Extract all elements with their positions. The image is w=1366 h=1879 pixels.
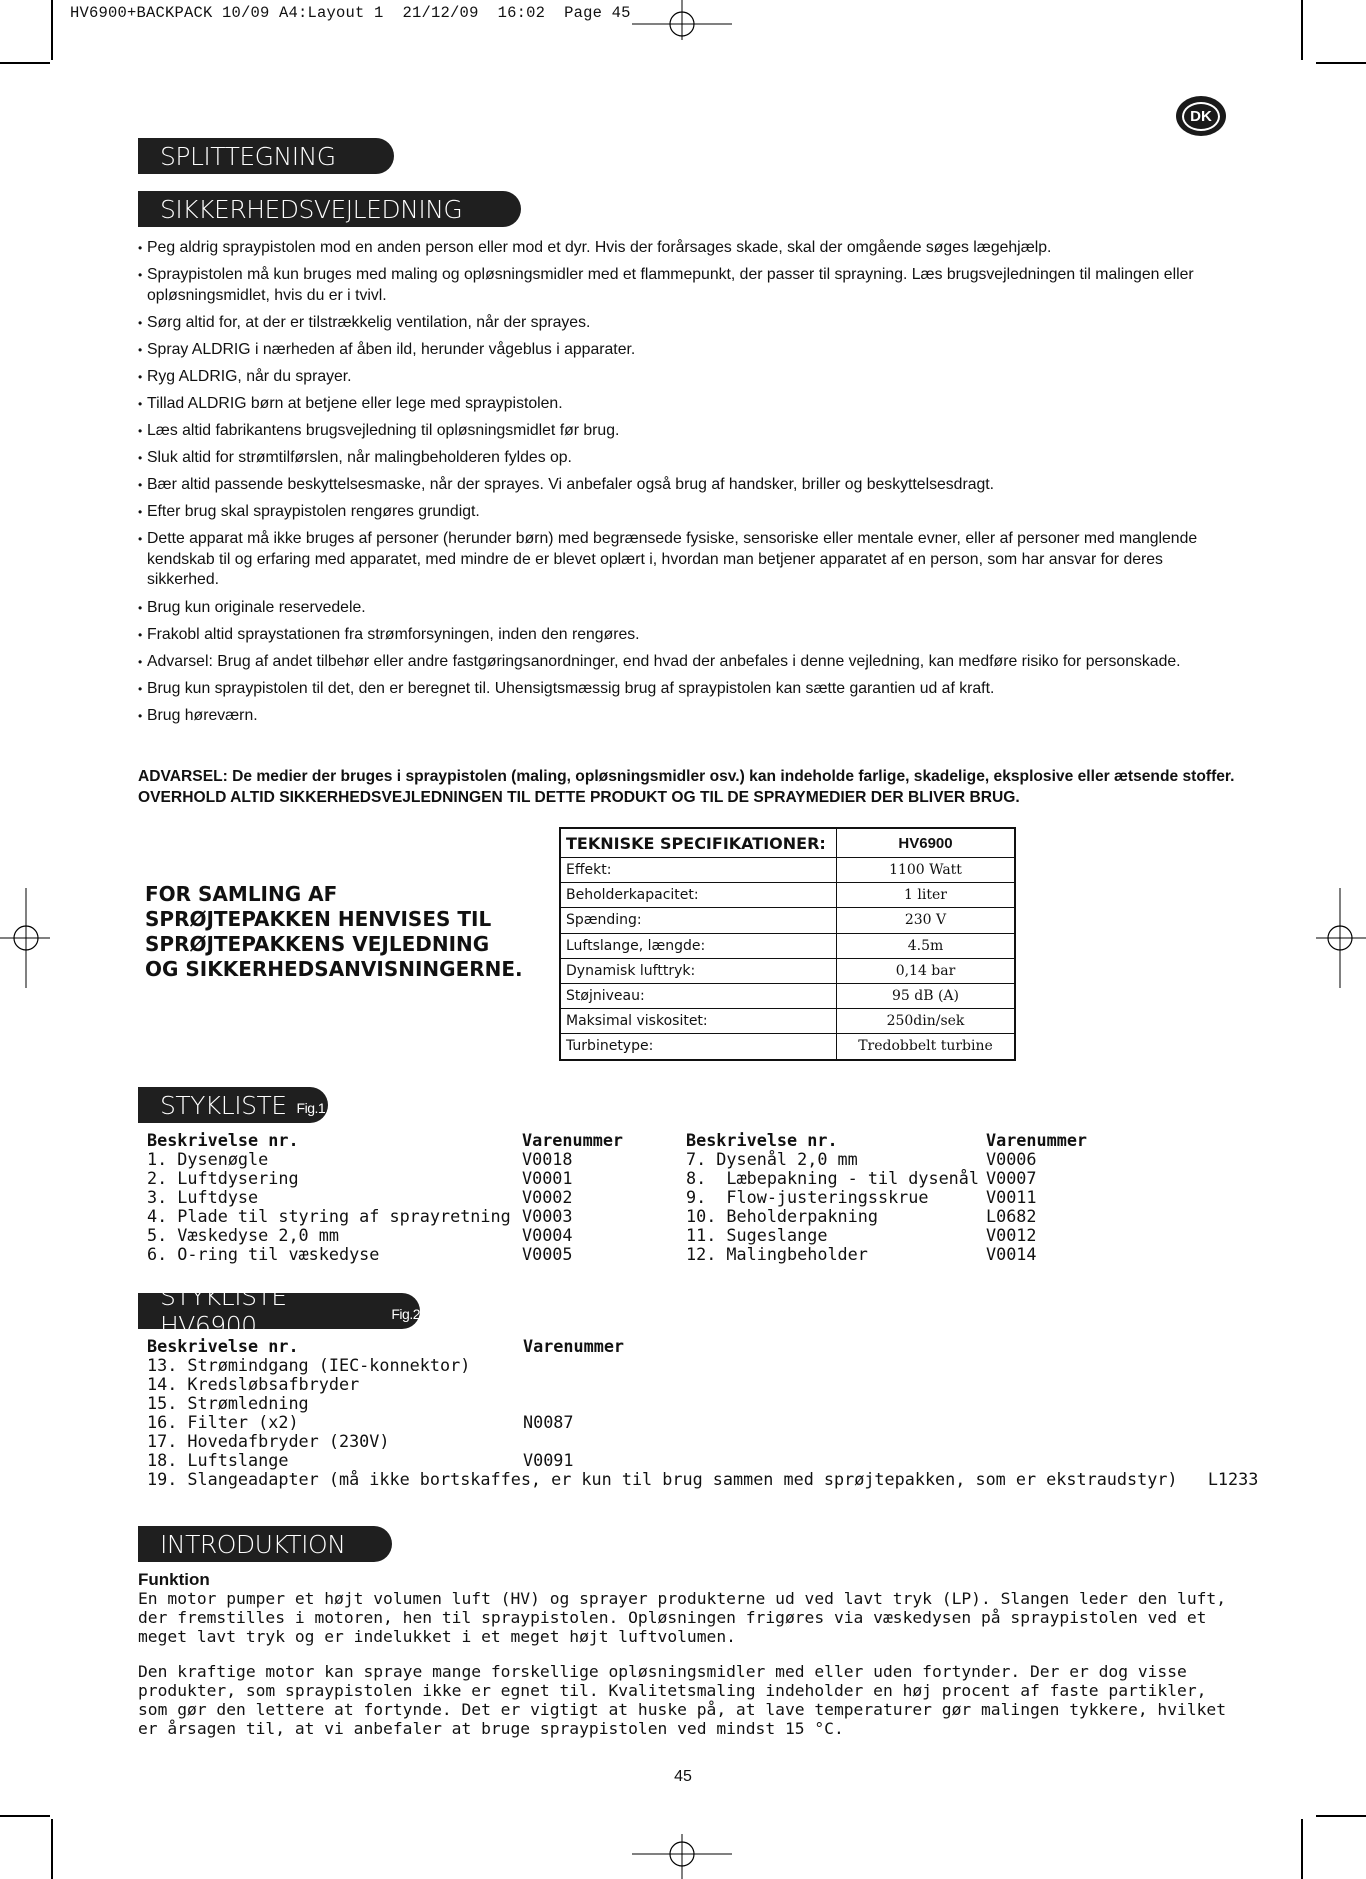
assembly-note: FOR SAMLING AF SPRØJTEPAKKEN HENVISES TIL SPRØJTEPAKKENS VEJLEDNING OG SIKKERHEDSANVISNINGERNE. bbox=[145, 882, 523, 981]
part-desc: 9. Flow-justeringsskrue bbox=[686, 1187, 929, 1207]
fig-label: Fig.1 bbox=[296, 1100, 326, 1116]
spec-label: Spænding: bbox=[560, 908, 837, 933]
list-item: • Brug kun originale reservedele. bbox=[138, 598, 1228, 619]
page-number: 45 bbox=[674, 1768, 692, 1785]
part-desc: 14. Kredsløbsafbryder bbox=[147, 1374, 360, 1394]
spec-label: Maksimal viskositet: bbox=[560, 1009, 837, 1034]
part-number: V0005 bbox=[522, 1244, 573, 1264]
part-desc: 12. Malingbeholder bbox=[686, 1244, 868, 1264]
crop-mark bbox=[0, 62, 50, 64]
part-number: N0087 bbox=[523, 1412, 574, 1432]
part-desc: 10. Beholderpakning bbox=[686, 1206, 878, 1226]
registration-mark-bottom bbox=[632, 1834, 732, 1879]
column-header: Varenummer bbox=[522, 1130, 624, 1150]
part-desc: 17. Hovedafbryder (230V) bbox=[147, 1431, 390, 1451]
spec-value: 4.5m bbox=[837, 933, 1016, 958]
crop-mark bbox=[1301, 0, 1303, 60]
table-row bbox=[560, 933, 1015, 958]
header-label: STYKLISTE HV6900 bbox=[160, 1282, 287, 1340]
section-header-sikkerhed bbox=[138, 191, 521, 227]
spec-header-label: TEKNISKE SPECIFIKATIONER: bbox=[560, 828, 837, 858]
fig-label: Fig.2 bbox=[391, 1306, 420, 1322]
spec-label: Luftslange, længde: bbox=[560, 933, 837, 958]
part-desc: 3. Luftdyse bbox=[147, 1187, 259, 1207]
list-item: • Ryg ALDRIG, når du sprayer. bbox=[138, 367, 1228, 388]
section-header-introduktion bbox=[138, 1526, 392, 1562]
list-item: • Brug kun spraypistolen til det, den er beregnet til. Uhensigtsmæssig brug af spraypistolen kan sætte garantien ud af kraft. bbox=[138, 679, 1228, 700]
part-desc: 16. Filter (x2) bbox=[147, 1412, 299, 1432]
crop-mark bbox=[1316, 1815, 1366, 1817]
spec-label: Dynamisk lufttryk: bbox=[560, 958, 837, 983]
column-header: Varenummer bbox=[523, 1336, 625, 1356]
crop-mark bbox=[51, 1819, 53, 1879]
table-row bbox=[560, 958, 1015, 983]
column-header: Beskrivelse nr. bbox=[147, 1336, 299, 1356]
spec-value: 230 V bbox=[837, 908, 1016, 933]
part-number: V0012 bbox=[986, 1225, 1037, 1245]
intro-subheading: Funktion bbox=[138, 1570, 210, 1589]
crop-mark bbox=[51, 0, 53, 60]
list-item: • Tillad ALDRIG børn at betjene eller lege med spraypistolen. bbox=[138, 394, 1228, 415]
part-number: V0006 bbox=[986, 1149, 1037, 1169]
spec-value: 1100 Watt bbox=[837, 858, 1016, 883]
list-item: • Advarsel: Brug af andet tilbehør eller andre fastgøringsanordninger, end hvad der anbefales i denne vejledning, kan medføre risiko for personskade. bbox=[138, 652, 1228, 673]
intro-paragraph: En motor pumper et højt volumen luft (HV) og sprayer produkterne ud ved lavt tryk (LP). Slangen leder den luft, der fremstilles i motoren, hen til spraypistolen. Opløsningen frigøres via væskedysen på spraypistolen ved et meget lavt tryk og er indelukket i et meget højt luftvolumen. bbox=[138, 1589, 1227, 1646]
part-number: V0002 bbox=[522, 1187, 573, 1207]
part-desc: 2. Luftdysering bbox=[147, 1168, 299, 1188]
part-desc: 11. Sugeslange bbox=[686, 1225, 828, 1245]
country-badge-label: DK bbox=[1182, 102, 1220, 131]
section-header-splittegning bbox=[138, 138, 394, 174]
crop-mark bbox=[1316, 62, 1366, 64]
spec-label: Støjniveau: bbox=[560, 983, 837, 1008]
spec-value: 0,14 bar bbox=[837, 958, 1016, 983]
part-desc: 7. Dysenål 2,0 mm bbox=[686, 1149, 858, 1169]
header-label: SIKKERHEDSVEJLEDNING bbox=[160, 194, 463, 224]
part-desc: 6. O-ring til væskedyse bbox=[147, 1244, 380, 1264]
list-item: • Brug høreværn. bbox=[138, 706, 1228, 727]
table-header-row bbox=[560, 828, 1015, 858]
part-desc: 4. Plade til styring af sprayretning bbox=[147, 1206, 511, 1226]
section-header-stykliste-hv6900 bbox=[138, 1282, 420, 1340]
spec-header-model: HV6900 bbox=[837, 828, 1016, 858]
spec-value: Tredobbelt turbine bbox=[837, 1034, 1016, 1060]
part-number: V0018 bbox=[522, 1149, 573, 1169]
list-item: • Sluk altid for strømtilførslen, når malingbeholderen fyldes op. bbox=[138, 448, 1228, 469]
column-header: Beskrivelse nr. bbox=[686, 1130, 838, 1150]
table-row bbox=[560, 883, 1015, 908]
part-number: V0001 bbox=[522, 1168, 573, 1188]
part-number: V0007 bbox=[986, 1168, 1037, 1188]
spec-value: 95 dB (A) bbox=[837, 983, 1016, 1008]
crop-mark bbox=[0, 1815, 50, 1817]
part-desc: 18. Luftslange bbox=[147, 1450, 289, 1470]
header-label: SPLITTEGNING bbox=[160, 141, 336, 171]
list-item: • Frakobl altid spraystationen fra strømforsyningen, inden den rengøres. bbox=[138, 625, 1228, 646]
part-desc: 1. Dysenøgle bbox=[147, 1149, 269, 1169]
part-number: V0003 bbox=[522, 1206, 573, 1226]
print-slug: HV6900+BACKPACK 10/09 A4:Layout 1 21/12/09 16:02 Page 45 bbox=[70, 4, 631, 22]
part-number: V0011 bbox=[986, 1187, 1037, 1207]
warning-text: ADVARSEL: De medier der bruges i spraypistolen (maling, opløsningsmidler osv.) kan indeholde farlige, skadelige, eksplosive eller ætsende stoffer. OVERHOLD ALTID SIKKERHEDSVEJLEDNINGEN TIL DETTE PRODUKT OG TIL DE SPRAYMEDIER DER BLIVER BRUG. bbox=[138, 768, 1235, 806]
intro-paragraph: Den kraftige motor kan spraye mange forskellige opløsningsmidler med eller uden fortynder. Der er dog visse produkter, som spraypistolen ikke er egnet til. Kvalitetsmaling indeholder en høj procent af faste partikler, som gør den lettere at fortynde. Det er vigtigt at huske på, at lave temperaturer gør malingen tykkere, hvilket er årsagen til, at vi anbefaler at bruge spraypistolen ved mindst 15 °C. bbox=[138, 1662, 1227, 1738]
registration-mark-right bbox=[1316, 888, 1366, 988]
header-label: INTRODUKTION bbox=[160, 1529, 346, 1559]
part-number: L0682 bbox=[986, 1206, 1037, 1226]
country-badge bbox=[1176, 96, 1226, 136]
table-row bbox=[560, 983, 1015, 1008]
column-header: Beskrivelse nr. bbox=[147, 1130, 299, 1150]
header-label: STYKLISTE bbox=[160, 1090, 287, 1120]
part-desc: 15. Strømledning bbox=[147, 1393, 309, 1413]
part-desc: 19. Slangeadapter (må ikke bortskaffes, er kun til brug sammen med sprøjtepakken, som er ekstraudstyr) L1233 bbox=[147, 1469, 1259, 1489]
part-desc: 13. Strømindgang (IEC-konnektor) bbox=[147, 1355, 471, 1375]
list-item: • Dette apparat må ikke bruges af personer (herunder børn) med begrænsede fysiske, sensoriske eller mentale evner, eller af personer med manglende kendskab til og erfaring med apparatet, med mindre de er blevet oplært i, hvordan man betjener apparatet af en person, som har ansvar for deres sikkerhed. bbox=[138, 529, 1228, 591]
list-item: • Efter brug skal spraypistolen rengøres grundigt. bbox=[138, 502, 1228, 523]
list-item: • Bær altid passende beskyttelsesmaske, når der sprayes. Vi anbefaler også brug af handsker, briller og beskyttelsesdragt. bbox=[138, 475, 1228, 496]
table-row bbox=[560, 1034, 1015, 1060]
table-row bbox=[560, 1009, 1015, 1034]
spec-label: Effekt: bbox=[560, 858, 837, 883]
list-item: • Sørg altid for, at der er tilstrækkelig ventilation, når der sprayes. bbox=[138, 313, 1228, 334]
column-header: Varenummer bbox=[986, 1130, 1088, 1150]
registration-mark-left bbox=[0, 888, 50, 988]
table-row bbox=[560, 908, 1015, 933]
spec-value: 250din/sek bbox=[837, 1009, 1016, 1034]
crop-mark bbox=[1301, 1819, 1303, 1879]
part-number: V0091 bbox=[523, 1450, 574, 1470]
part-number: V0014 bbox=[986, 1244, 1037, 1264]
part-desc: 5. Væskedyse 2,0 mm bbox=[147, 1225, 339, 1245]
spec-label: Beholderkapacitet: bbox=[560, 883, 837, 908]
spec-table bbox=[559, 827, 1016, 1061]
part-number: V0004 bbox=[522, 1225, 573, 1245]
spec-label: Turbinetype: bbox=[560, 1034, 837, 1060]
list-item: • Spray ALDRIG i nærheden af åben ild, herunder vågeblus i apparater. bbox=[138, 340, 1228, 361]
part-desc: 8. Læbepakning - til dysenål bbox=[686, 1168, 979, 1188]
table-row bbox=[560, 858, 1015, 883]
list-item: • Peg aldrig spraypistolen mod en anden person eller mod et dyr. Hvis der forårsages skade, skal der omgående søges lægehjælp. bbox=[138, 238, 1228, 259]
list-item: • Læs altid fabrikantens brugsvejledning til opløsningsmidlet før brug. bbox=[138, 421, 1228, 442]
registration-mark-top bbox=[632, 0, 732, 40]
spec-value: 1 liter bbox=[837, 883, 1016, 908]
section-header-stykliste bbox=[138, 1087, 328, 1123]
safety-list bbox=[138, 238, 1228, 733]
list-item: • Spraypistolen må kun bruges med maling og opløsningsmidler med et flammepunkt, der passer til sprayning. Læs brugsvejledningen til malingen eller opløsningsmidlet, hvis du er i tvivl. bbox=[138, 265, 1228, 306]
